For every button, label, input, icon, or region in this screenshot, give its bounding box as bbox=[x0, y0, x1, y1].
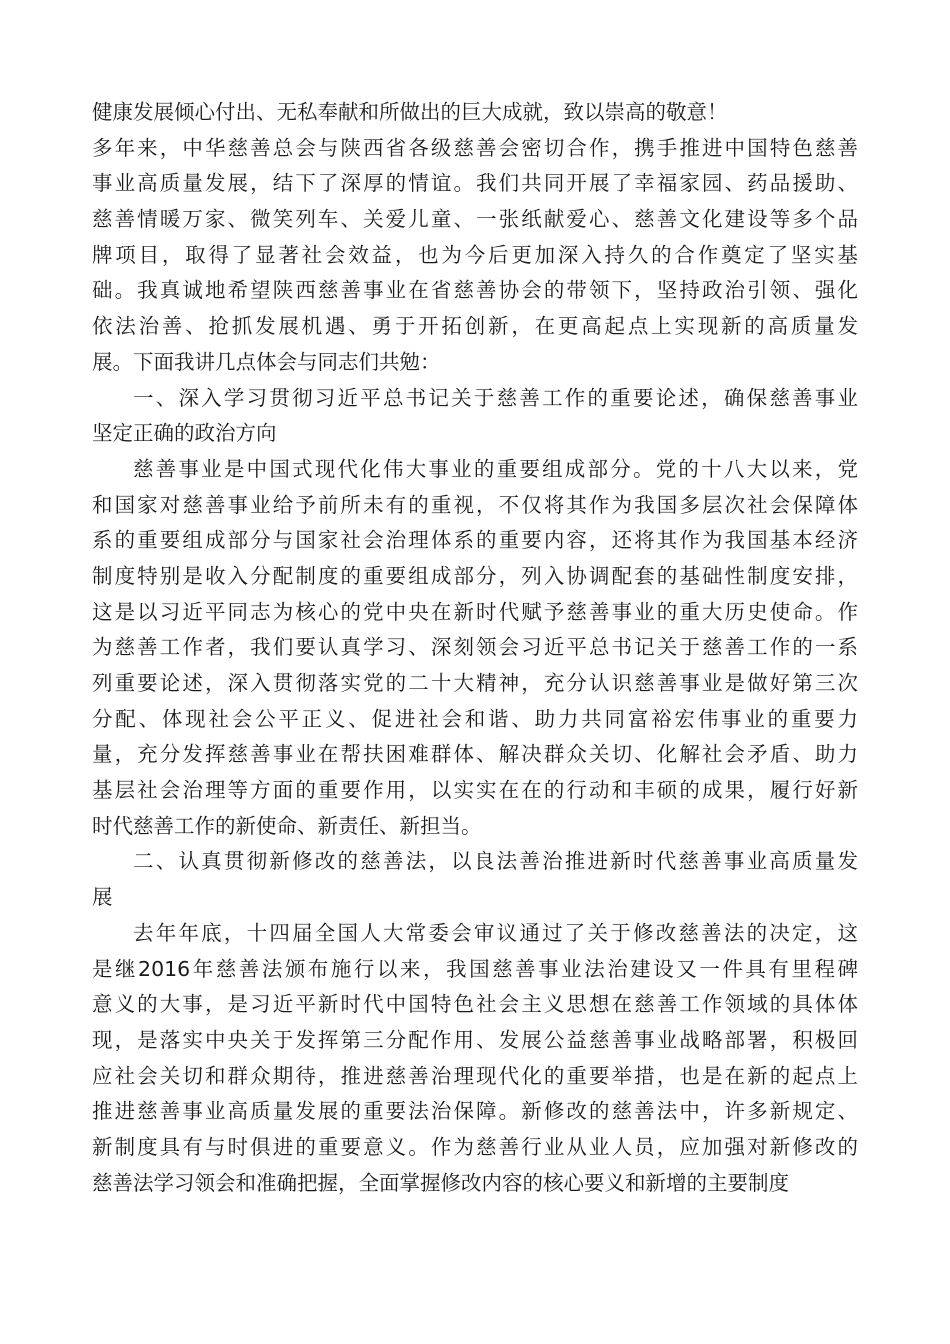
section-heading bbox=[92, 844, 858, 915]
text-line: 新制度具有与时俱进的重要意义。作为慈善行业从业人员，应加强对新修改的 bbox=[92, 1134, 858, 1159]
text-line: 这是以习近平同志为核心的党中央在新时代赋予慈善事业的重大历史使命。作 bbox=[92, 599, 858, 624]
text-line: 和国家对慈善事业给予前所未有的重视，不仅将其作为我国多层次社会保障体 bbox=[92, 492, 858, 517]
text-line: 去年年底，十四届全国人大常委会审议通过了关于修改慈善法的决定，这 bbox=[133, 920, 858, 945]
text-line: 系的重要组成部分与国家社会治理体系的重要内容，还将其作为我国基本经济 bbox=[92, 528, 858, 553]
text-line: 基层社会治理等方面的重要作用，以实实在在的行动和丰硕的成果，履行好新 bbox=[92, 778, 858, 803]
paragraph bbox=[92, 95, 858, 131]
paragraph bbox=[92, 916, 858, 1202]
text-line: 时代慈善工作的新使命、新责任、新担当。 bbox=[92, 813, 482, 838]
text-line: 意义的大事，是习近平新时代中国特色社会主义思想在慈善工作领域的具体体 bbox=[92, 992, 858, 1017]
text-line: 础。我真诚地希望陕西慈善事业在省慈善协会的带领下，坚持政治引领、强化 bbox=[92, 278, 858, 303]
text-line: 二、认真贯彻新修改的慈善法，以良法善治推进新时代慈善事业高质量发 bbox=[133, 849, 858, 874]
text-line: 是继2016年慈善法颁布施行以来，我国慈善事业法治建设又一件具有里程碑 bbox=[92, 956, 858, 981]
text-line: 健康发展倾心付出、无私奉献和所做出的巨大成就，致以崇高的敬意！ bbox=[92, 100, 728, 124]
text-line: 列重要论述，深入贯彻落实党的二十大精神，充分认识慈善事业是做好第三次 bbox=[92, 671, 858, 695]
text-line: 推进慈善事业高质量发展的重要法治保障。新修改的慈善法中，许多新规定、 bbox=[92, 1099, 858, 1124]
text-line: 量，充分发挥慈善事业在帮扶困难群体、解决群众关切、化解社会矛盾、助力 bbox=[92, 742, 858, 767]
text-line: 慈善情暖万家、微笑列车、关爱儿童、一张纸献爱心、慈善文化建设等多个品 bbox=[92, 207, 858, 232]
text-line: 展。下面我讲几点体会与同志们共勉： bbox=[92, 349, 441, 374]
paragraph bbox=[92, 131, 858, 381]
text-line: 依法治善、抢抓发展机遇、勇于开拓创新，在更高起点上实现新的高质量发 bbox=[92, 314, 858, 339]
text-line: 分配、体现社会公平正义、促进社会和谐、助力共同富裕宏伟事业的重要力 bbox=[92, 706, 858, 731]
document-body bbox=[92, 95, 858, 1201]
text-line: 牌项目，取得了显著社会效益，也为今后更加深入持久的合作奠定了坚实基 bbox=[92, 242, 858, 267]
paragraph bbox=[92, 452, 858, 845]
text-line: 为慈善工作者，我们要认真学习、深刻领会习近平总书记关于慈善工作的一系 bbox=[92, 635, 858, 660]
text-line: 事业高质量发展，结下了深厚的情谊。我们共同开展了幸福家园、药品援助、 bbox=[92, 171, 858, 196]
text-line: 一、深入学习贯彻习近平总书记关于慈善工作的重要论述，确保慈善事业 bbox=[133, 385, 858, 410]
text-line: 多年来，中华慈善总会与陕西省各级慈善会密切合作，携手推进中国特色慈善 bbox=[92, 135, 858, 160]
text-line: 应社会关切和群众期待，推进慈善治理现代化的重要举措，也是在新的起点上 bbox=[92, 1063, 858, 1088]
section-heading bbox=[92, 381, 858, 452]
text-line: 慈善法学习领会和准确把握，全面掌握修改内容的核心要义和新增的主要制度 bbox=[92, 1170, 789, 1195]
text-line: 现，是落实中央关于发挥第三分配作用、发展公益慈善事业战略部署，积极回 bbox=[92, 1027, 858, 1052]
text-line: 慈善事业是中国式现代化伟大事业的重要组成部分。党的十八大以来，党 bbox=[133, 456, 858, 481]
text-line: 坚定正确的政治方向 bbox=[92, 421, 277, 446]
text-line: 制度特别是收入分配制度的重要组成部分，列入协调配套的基础性制度安排， bbox=[92, 563, 858, 588]
text-line: 展 bbox=[92, 885, 113, 910]
